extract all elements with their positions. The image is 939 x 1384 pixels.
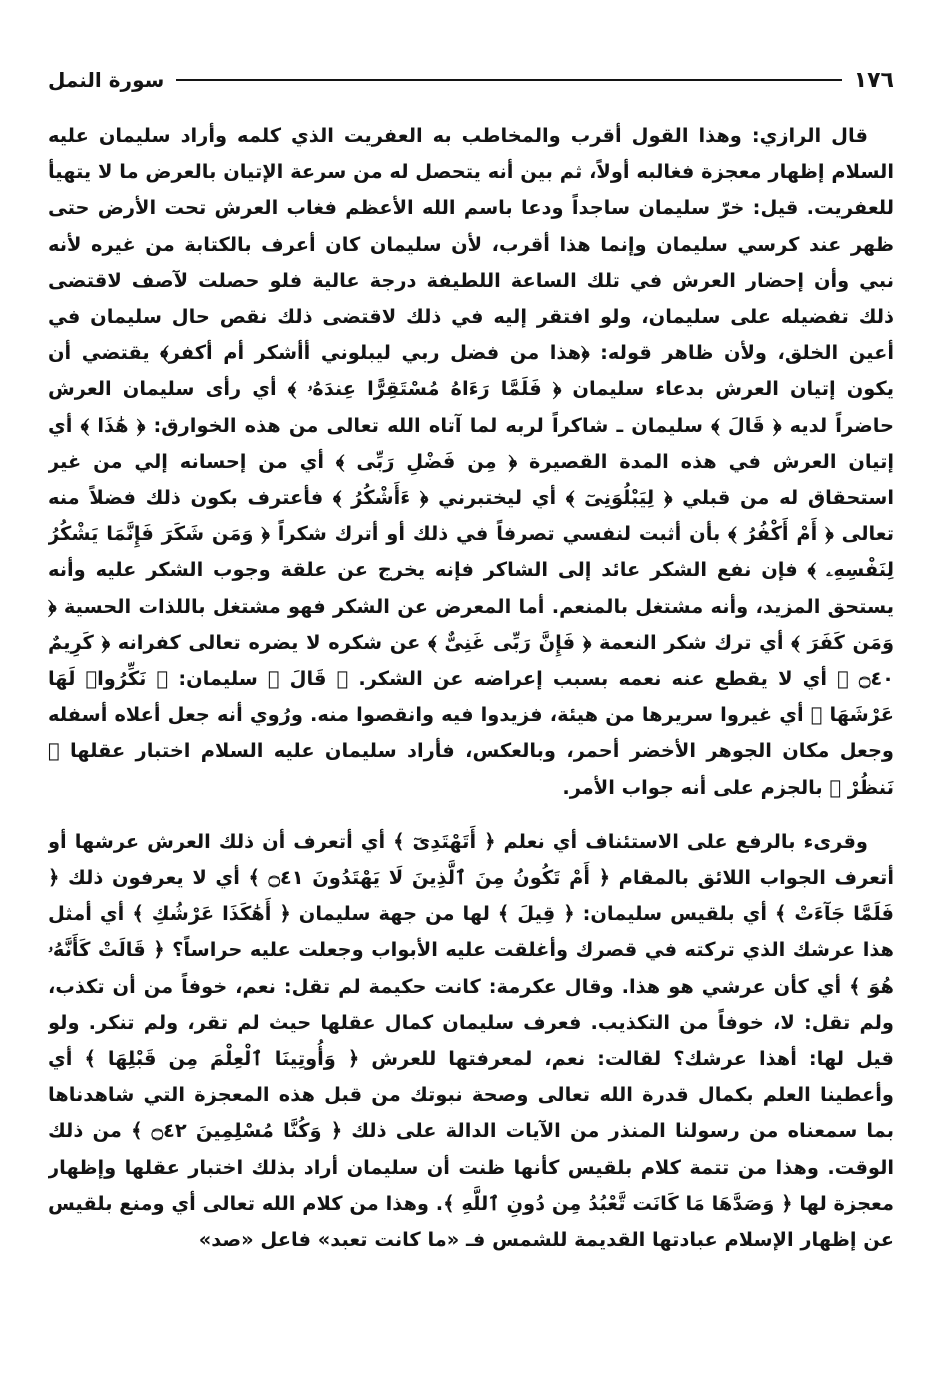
page-header	[48, 62, 894, 98]
surah-name: سورة النمل	[48, 68, 165, 92]
header-rule	[176, 79, 841, 81]
tafsir-paragraph-2: وقرىء بالرفع على الاستئناف أي نعلم ﴿ أَتَهْتَدِىٓ ﴾ أي أتعرف أن ذلك العرش عرشها أو أتعرف الجواب اللائق بالمقام ﴿ أَمْ تَكُونُ مِنَ ٱلَّذِينَ لَا يَهْتَدُونَ ۝٤١ ﴾ أي لا يعرفون ذلك ﴿ فَلَمَّا جَآءَتْ ﴾ أي بلقيس سليمان: ﴿ قِيلَ ﴾ لها من جهة سليمان ﴿ أَهَٰكَذَا عَرْشُكِ ﴾ أي أمثل هذا عرشك الذي تركته في قصرك وأغلقت عليه الأبواب وجعلت عليه حراساً؟ ﴿ قَالَتْ كَأَنَّهُۥ هُوَ ﴾ أي كأن عرشي هو هذا. وقال عكرمة: كانت حكيمة لم تقل: نعم، خوفاً من أن تكذب، ولم تقل: لا، خوفاً من التكذيب. فعرف سليمان كمال عقلها حيث لم تقر، ولم تنكر. ولو قيل لها: أهذا عرشك؟ لقالت: نعم، لمعرفتها للعرش ﴿ وَأُوتِينَا ٱلْعِلْمَ مِن قَبْلِهَا ﴾ أي وأعطينا العلم بكمال قدرة الله تعالى وصحة نبوتك من قبل هذه المعجزة التي شاهدناها بما سمعناه من رسولنا المنذر من الآيات الدالة على ذلك ﴿ وَكُنَّا مُسْلِمِينَ ۝٤٢ ﴾ من ذلك الوقت. وهذا من تتمة كلام بلقيس كأنها ظنت أن سليمان أراد بذلك اختبار عقلها وإظهار معجزة لها ﴿ وَصَدَّهَا مَا كَانَت تَّعْبُدُ مِن دُونِ ٱللَّهِ ﴾. وهذا من كلام الله تعالى أي ومنع بلقيس عن إظهار الإسلام عبادتها القديمة للشمس فـ «ما كانت تعبد» فاعل «صد»	[48, 829, 894, 1252]
page-number: ١٧٦	[853, 67, 894, 93]
tafsir-paragraph-1: قال الرازي: وهذا القول أقرب والمخاطب به العفريت الذي كلمه وأراد سليمان عليه السلام إظهار معجزة فغالبه أولاً، ثم بين أنه يتحصل له من سرعة الإتيان بالعرض ما لا يتهيأ للعفريت. قيل: خرّ سليمان ساجداً ودعا باسم الله الأعظم فغاب العرش تحت الأرض حتى ظهر عند كرسي سليمان وإنما هذا أقرب، لأن سليمان كان أعرف بالكتابة من غيره لأنه نبي وأن إحضار العرش في تلك الساعة اللطيفة درجة عالية فلو حصلت لآصف لاقتضى ذلك تفضيله على سليمان، ولو افتقر إليه في ذلك لاقتضى ذلك نقص حال سليمان في أعين الخلق، ولأن ظاهر قوله: ﴿هذا من فضل ربي ليبلوني أأشكر أم أكفر﴾ يقتضي أن يكون إتيان العرش بدعاء سليمان ﴿ فَلَمَّا رَءَاهُ مُسْتَقِرًّا عِندَهُۥ ﴾ أي رأى سليمان العرش حاضراً لديه ﴿ قَالَ ﴾ سليمان ـ شاكراً لربه لما آتاه الله تعالى من هذه الخوارق: ﴿ هَٰذَا ﴾ أي إتيان العرش في هذه المدة القصيرة ﴿ مِن فَضْلِ رَبِّى ﴾ أي من إحسانه إلي من غير استحقاق له من قبلي ﴿ لِيَبْلُوَنِىٓ ﴾ أي ليختبرني ﴿ ءَأَشْكُرُ ﴾ فأعترف بكون ذلك فضلاً منه تعالى ﴿ أَمْ أَكْفُرُ ﴾ بأن أثبت لنفسي تصرفاً في ذلك أو أترك شكراً ﴿ وَمَن شَكَرَ فَإِنَّمَا يَشْكُرُ لِنَفْسِهِۦ ﴾ فإن نفع الشكر عائد إلى الشاكر فإنه يخرج عن علقة وجوب الشكر عليه وأنه يستحق المزيد، وأنه مشتغل بالمنعم. أما المعرض عن الشكر فهو مشتغل باللذات الحسية ﴿ وَمَن كَفَرَ ﴾ أي ترك شكر النعمة ﴿ فَإِنَّ رَبِّى غَنِىٌّ ﴾ عن شكره لا يضره تعالى كفرانه ﴿ كَرِيمٌ ۝٤٠ ﴾ أي لا يقطع عنه نعمه بسبب إعراضه عن الشكر. ﴿ قَالَ ﴾ سليمان: ﴿ نَكِّرُوا۟ لَهَا عَرْشَهَا ﴾ أي غيروا سريرها من هيئة، فزيدوا فيه وانقصوا منه. ورُوي أنه جعل أعلاه أسفله وجعل مكان الجوهر الأخضر أحمر، وبالعكس، فأراد سليمان عليه السلام اختبار عقلها ﴿ نَنظُرْ ﴾ بالجزم على أنه جواب الأمر.	[48, 124, 894, 799]
book-page	[48, 62, 894, 1362]
